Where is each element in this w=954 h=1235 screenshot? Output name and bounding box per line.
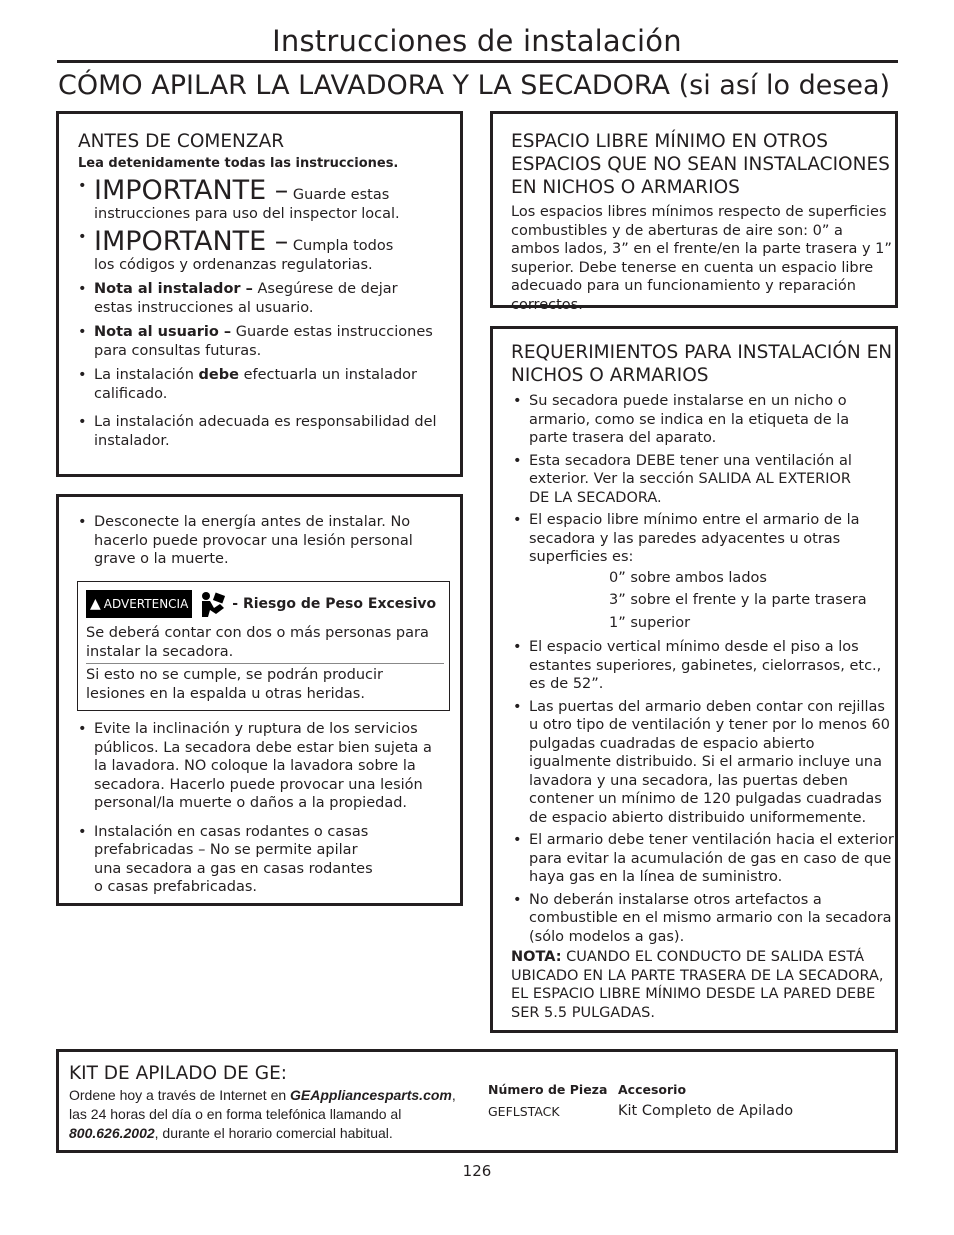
page-number: 126 [462,1162,492,1180]
kit-part-number: GEFLSTACK [488,1104,560,1119]
warning-triangle-icon: ▲ [90,596,101,612]
antes-box [56,111,463,477]
kit-col-accessory-header: Accesorio [618,1082,687,1097]
safety-box [56,494,463,906]
clearance-box [490,111,898,313]
safety-mobile: • Instalación en casas rodantes o casas prefabricadas – No se permite apilar una secadora a gas en casas rodantes o casas prefabricadas. [78,823,446,897]
advertencia-label: ▲ ADVERTENCIA [86,590,192,618]
alcove-b2: • Esta secadora DEBE tener una ventilación al exterior. Ver la sección SALIDA AL EXTERIOR DE LA SECADORA. [513,452,895,508]
title-rule [57,60,898,63]
clearance-top: 1” superior [609,614,691,631]
warning-p1: Se deberá contar con dos o más personas para instalar la secadora. [86,625,429,660]
alcove-heading: REQUERIMIENTOS PARA INSTALACIÓN EN NICHOS O ARMARIOS [511,342,893,386]
kit-accessory: Kit Completo de Apilado [618,1103,794,1119]
clearance-text: Los espacios libres mínimos respecto de superficies combustibles y de aberturas de aire son: 0” a ambos lados, 3” en el frente/en la parte trasera y 1” superior. Debe tenerse en cuenta un espacio libre adecuado para un funcionamiento y reparación correctos. [511,204,892,313]
instalacion-debe: • La instalación debe efectuarla un instalador calificado. [78,366,448,403]
safety-disconnect: • Desconecte la energía antes de instalar. No hacerlo puede provocar una lesión personal grave o la muerte. [78,513,446,569]
alcove-note: NOTA: CUANDO EL CONDUCTO DE SALIDA ESTÁ UBICADO EN LA PARTE TRASERA DE LA SECADORA, EL ESPACIO LIBRE MÍNIMO DESDE LA PARED DEBE SER 5.5 PULGADAS. [511,949,884,1021]
warning-divider [86,663,444,664]
kit-order-text: Ordene hoy a través de Internet en GEAppliancesparts.com, las 24 horas del día o en forma telefónica llamando al 800.626.2002, durante el horario comercial habitual. [69,1087,456,1141]
kit-site-link[interactable]: GEAppliancesparts.com [290,1087,452,1103]
page-subtitle: CÓMO APILAR LA LAVADORA Y LA SECADORA (si así lo desea) [58,70,891,101]
kit-box [56,1049,898,1153]
warning-p2: Si esto no se cumple, se podrán producir lesiones en la espalda u otras heridas. [86,667,383,702]
alcove-b1: • Su secadora puede instalarse en un nicho o armario, como se indica en la etiqueta de la parte trasera del aparato. [513,392,895,448]
alcove-b3: • El espacio libre mínimo entre el armario de la secadora y las paredes adyacentes u otras superficies es: 0” sobre ambos lados 3” sobre el frente y la parte trasera 1” superior [513,511,895,632]
nota-instalador: • Nota al instalador – Asegúrese de dejar estas instrucciones al usuario. [78,280,448,317]
alcove-b6: • El armario debe tener ventilación hacia el exterior para evitar la acumulación de gas en caso de que haya gas en la línea de suministro. [513,831,895,887]
nota-usuario: • Nota al usuario – Guarde estas instrucciones para consultas futuras. [78,323,448,360]
alcove-b5: • Las puertas del armario deben contar con rejillas u otro tipo de ventilación y tener por lo menos 60 pulgadas cuadradas de espacio abierto igualmente distribuido. Si el armario incluye una lavadora y una secadora, las puertas deben contener un mínimo de 120 pulgadas cuadradas de espacio abierto distribuido uniformemente. [513,698,895,828]
clearance-side: 0” sobre ambos lados [609,569,767,586]
alcove-b4: • El espacio vertical mínimo desde el piso a los estantes superiores, gabinetes, cielorrasos, etc., es de 52”. [513,638,895,694]
kit-heading: KIT DE APILADO DE GE: [69,1063,287,1084]
instalacion-resp: • La instalación adecuada es responsabilidad del instalador. [78,413,448,450]
importante-2: • IMPORTANTE – Cumpla todos los códigos y ordenanzas regulatorias. [78,228,448,275]
clearance-front: 3” sobre el frente y la parte trasera [609,592,867,608]
warning-box [77,581,450,711]
antes-heading: ANTES DE COMENZAR [78,131,285,152]
warning-title: - Riesgo de Peso Excesivo [232,596,437,612]
clearance-heading: ESPACIO LIBRE MÍNIMO EN OTROS ESPACIOS QUE NO SEAN INSTALACIONES EN NICHOS O ARMARIOS [511,131,890,198]
alcove-b7: • No deberán instalarse otros artefactos a combustible en el mismo armario con la secadora (sólo modelos a gas). [513,891,895,947]
kit-phone[interactable]: 800.626.2002 [69,1125,155,1141]
heavy-lift-icon [196,590,228,618]
importante-1: • IMPORTANTE – Guarde estas instrucciones para uso del inspector local. [78,177,448,224]
page-title: Instrucciones de instalación [272,24,682,58]
alcove-box [490,326,898,1033]
kit-col-part-header: Número de Pieza [488,1082,608,1097]
antes-intro: Lea detenidamente todas las instrucciones. [78,156,399,171]
safety-avoid: • Evite la inclinación y ruptura de los servicios públicos. La secadora debe estar bien sujeta a la lavadora. NO coloque la lavadora sobre la secadora. Hacerlo puede provocar una lesión personal/la muerte o daños a la propiedad. [78,720,446,813]
